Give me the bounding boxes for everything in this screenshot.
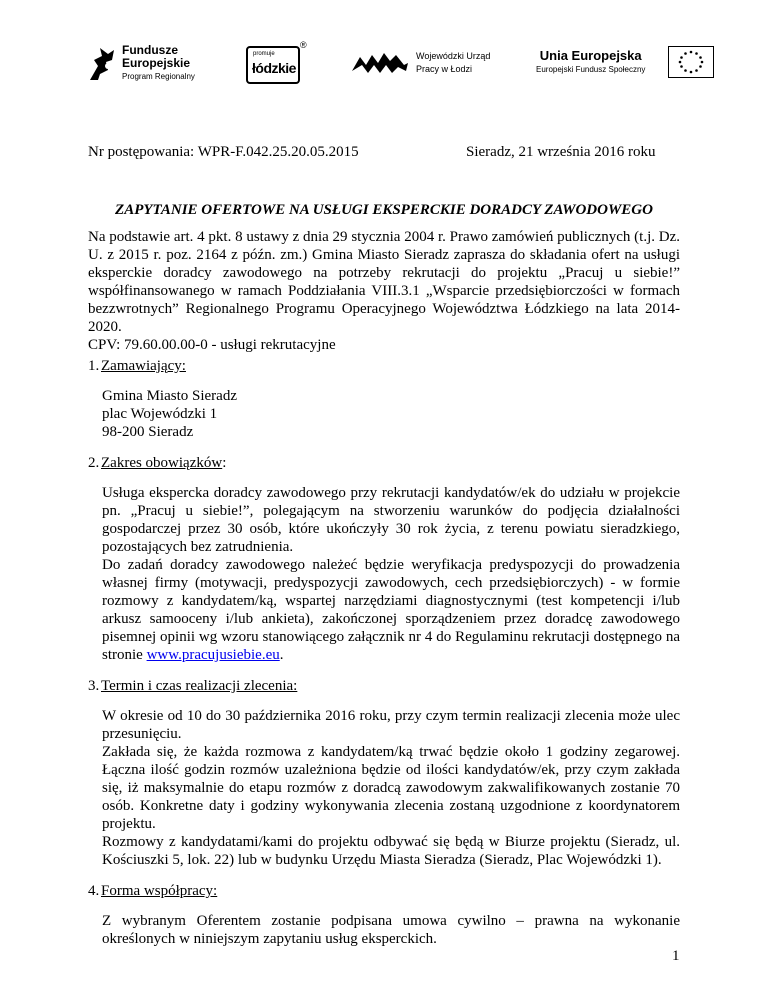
form-paragraph-1: Z wybranym Oferentem zostanie podpisana umowa cywilno – prawna na wykonanie określonych w niniejszym zapytaniu usług eksperckich. xyxy=(102,913,680,947)
section-number: 4. xyxy=(88,883,100,899)
wup-line1: Wojewódzki Urząd xyxy=(416,51,491,61)
section-forma xyxy=(88,882,680,948)
scope-paragraph-2 xyxy=(102,556,680,664)
section-heading: Zamawiający: xyxy=(101,358,186,374)
cpv-line: CPV: 79.60.00.00-0 - usługi rekrutacyjne xyxy=(88,337,336,353)
section-termin xyxy=(88,677,680,869)
wup-emblem-icon xyxy=(352,51,408,75)
unia-europejska-logo xyxy=(536,48,645,74)
wup-lodz-logo xyxy=(352,50,490,76)
lodzkie-small-text: promuje xyxy=(253,51,275,57)
website-link[interactable]: www.pracujusiebie.eu xyxy=(146,647,280,663)
term-paragraph-3: Rozmowy z kandydatami/kami do projektu odbywać się będą w Biurze projektu (Sieradz, ul. Kościuszki 5, lok. 22) lub w budynku Urzędu Miasta Sieradza (Sieradz, Plac Wojewódzki 1). xyxy=(102,834,680,868)
scope-paragraph-2-text: Do zadań doradcy zawodowego należeć będzie weryfikacja predyspozycji do prowadzenia własnej firmy (motywacji, predyspozycji zawodowych, cech przedsiębiorczych) - w formie rozmowy z kandydatem/ką, wspartej narzędziami diagnostycznymi (test kompetencji i/lub arkusz samooceny i/lub ankieta), zakończonej sporządzeniem przez doradcę zawodowego pisemnej opinii wg wzoru stanowiącego załącznik nr 4 do Regulaminu rekrutacji dostępnego na stronie xyxy=(102,557,680,663)
address-line: Gmina Miasto Sieradz xyxy=(102,388,237,404)
fundusze-europejskie-logo xyxy=(88,44,195,83)
page-number: 1 xyxy=(672,948,680,964)
sections xyxy=(88,357,680,961)
ue-line2: Europejski Fundusz Społeczny xyxy=(536,65,646,74)
intro-paragraph: Na podstawie art. 4 pkt. 8 ustawy z dnia 29 stycznia 2004 r. Prawo zamówień publicznych (t.j. Dz. U. z 2015 r. poz. 2164 z późn. zm.) Gmina Miasto Sieradz zaprasza do składania ofert na usługi eksperckie doradcy zawodowego na potrzeby rekrutacji do projektu „Pracuj u siebie!” współfinansowanego w ramach Poddziałania VIII.3.1 „Wsparcie przedsiębiorczości w formach bezzwrotnych” Regionalnego Programu Operacyjnego Województwa Łódzkiego na lata 2014-2020. xyxy=(88,229,680,335)
intro xyxy=(88,228,680,354)
case-number: Nr postępowania: WPR-F.042.25.20.05.2015 xyxy=(88,144,359,160)
logo-bar xyxy=(0,38,768,98)
document-title: ZAPYTANIE OFERTOWE NA USŁUGI EKSPERCKIE DORADCY ZAWODOWEGO xyxy=(115,202,653,218)
section-number: 1. xyxy=(88,358,100,374)
eu-flag-icon xyxy=(668,46,714,78)
lodzkie-big-text: łódzkie xyxy=(252,60,296,76)
section-number: 2. xyxy=(88,455,100,471)
fe-line1: Fundusze xyxy=(122,43,178,57)
place-date: Sieradz, 21 września 2016 roku xyxy=(466,144,656,160)
registered-mark: ® xyxy=(300,40,307,50)
scope-paragraph-1: Usługa ekspercka doradcy zawodowego przy rekrutacji kandydatów/ek do udziału w projekcie pn. „Pracuj u siebie!”, polegającym na stworzeniu warunków do podjęcia działalności gospodarczej przez 30 osób, które ukończyły 30 rok życia, z terenu powiatu sieradzkiego, pozostających bez zatrudnienia. xyxy=(102,485,680,555)
section-number: 3. xyxy=(88,678,100,694)
scope-paragraph-2-end: . xyxy=(279,647,284,663)
fe-emblem-icon xyxy=(88,46,116,82)
section-heading: Forma współpracy: xyxy=(101,883,218,899)
fe-line2: Europejskie xyxy=(122,56,191,70)
wup-line2: Pracy w Łodzi xyxy=(416,64,473,74)
address-line: 98-200 Sieradz xyxy=(102,424,194,440)
promuje-lodzkie-logo xyxy=(246,46,300,84)
fe-line3: Program Regionalny xyxy=(122,72,195,81)
section-zamawiajacy xyxy=(88,357,680,441)
term-paragraph-1: W okresie od 10 do 30 października 2016 roku, przy czym termin realizacji zlecenia może ulec przesunięciu. xyxy=(102,708,680,742)
section-heading: Zakres obowiązków xyxy=(101,455,223,471)
section-heading: Termin i czas realizacji zlecenia: xyxy=(101,678,298,694)
section-heading-colon: : xyxy=(222,455,227,471)
address-line: plac Wojewódzki 1 xyxy=(102,406,218,422)
term-paragraph-2: Zakłada się, że każda rozmowa z kandydatem/ką trwać będzie około 1 godziny zegarowej. Łączna ilość godzin rozmów uzależniona będzie od ilości kandydatów/ek, przy czym zakłada się, iż maksymalnie do etapu rozmów z doradcą zawodowym zakwalifikowanych zostanie 70 osób. Konkretne daty i godziny wykonywania zlecenia zostaną uzgodnione z koordynatorem projektu. xyxy=(102,744,680,832)
ue-line1: Unia Europejska xyxy=(539,48,642,63)
section-zakres xyxy=(88,454,680,664)
